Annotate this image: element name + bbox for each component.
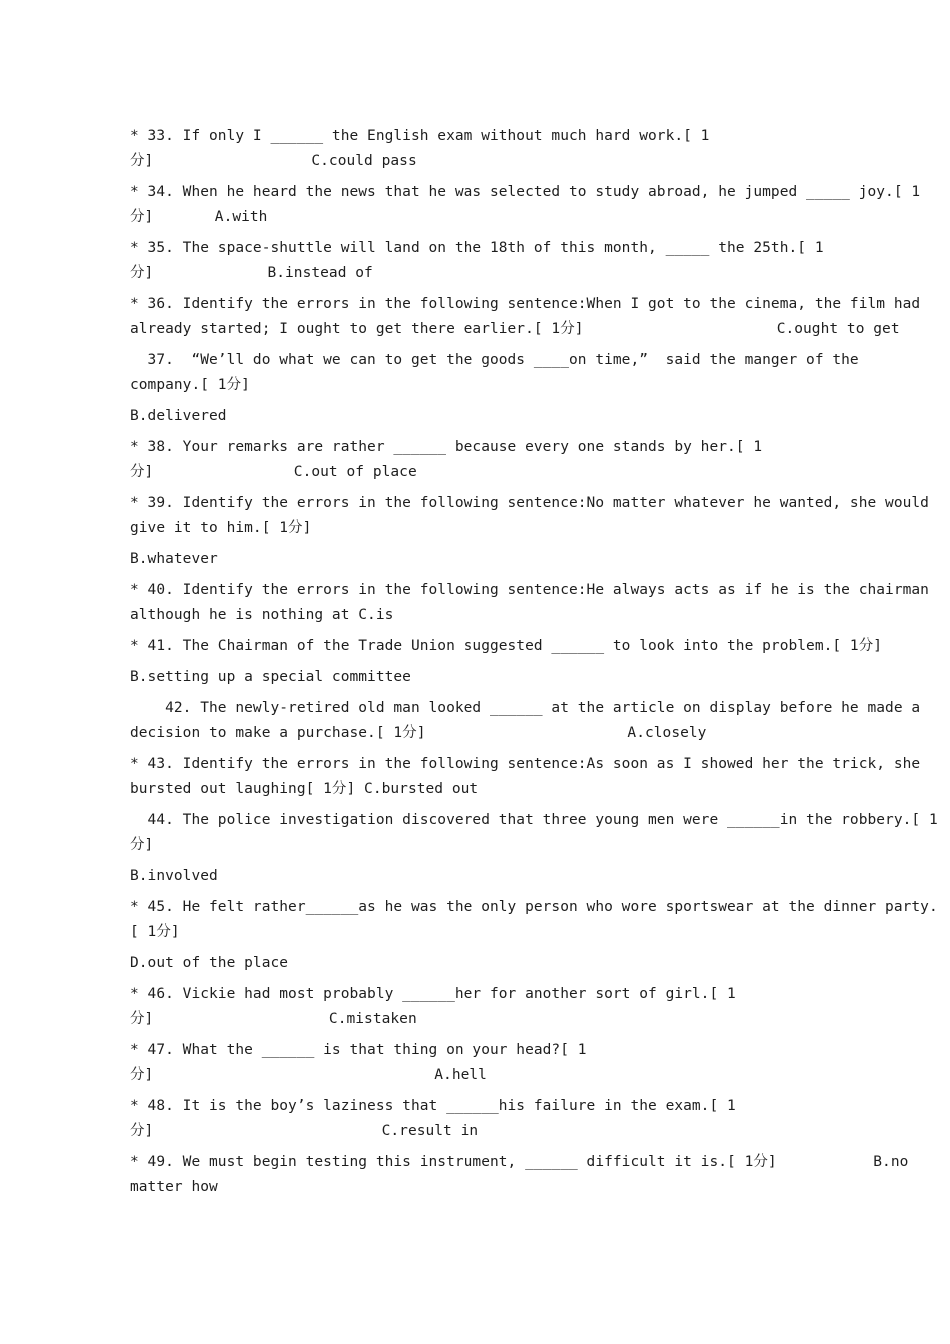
question-48 [130,1094,900,1144]
question-line: B.setting up a special committee [130,669,411,685]
question-line: * 36. Identify the errors in the following sentence:When I got to the cinema, the film had [130,296,921,312]
question-line: * 38. Your remarks are rather ______ because every one stands by her.[ 1 [130,439,763,455]
question-34 [130,180,921,230]
question-line: * 40. Identify the errors in the following sentence:He always acts as if he is the chairman [130,582,929,598]
question-43 [130,752,921,802]
question-line: * 47. What the ______ is that thing on your head?[ 1 [130,1042,587,1058]
question-37-answer [130,404,900,429]
question-40 [130,578,929,628]
paragraph-gap [130,1200,900,1206]
question-38 [130,435,900,485]
question-line: matter how [130,1179,218,1195]
question-49 [130,1150,909,1200]
question-line: 分] C.result in [130,1123,479,1139]
question-line: 分] [130,837,154,853]
question-47 [130,1038,900,1088]
question-line: * 41. The Chairman of the Trade Union suggested ______ to look into the problem.[ 1分] [130,638,883,654]
question-45 [130,895,938,945]
question-line: 42. The newly-retired old man looked ______ at the article on display before he made a [130,700,921,716]
question-37 [130,348,900,398]
question-line: give it to him.[ 1分] [130,520,312,536]
question-39 [130,491,929,541]
question-line: 分] C.mistaken [130,1011,417,1027]
question-35 [130,236,900,286]
question-line: * 39. Identify the errors in the following sentence:No matter whatever he wanted, she would [130,495,929,511]
question-44 [130,808,938,858]
question-line: 分] C.out of place [130,464,417,480]
question-line: * 45. He felt rather______as he was the only person who wore sportswear at the dinner party. [130,899,938,915]
question-39-answer [130,547,900,572]
question-line: 分] A.with [130,209,268,225]
question-45-answer [130,951,900,976]
question-line: company.[ 1分] [130,377,250,393]
question-42 [130,696,921,746]
question-41-answer [130,665,900,690]
question-line: [ 1分] [130,924,180,940]
question-line: D.out of the place [130,955,289,971]
question-line: 44. The police investigation discovered that three young men were ______in the robbery.[ 1 [130,812,938,828]
question-line: * 34. When he heard the news that he was selected to study abroad, he jumped _____ joy.[ 1 [130,184,921,200]
question-line: B.involved [130,868,218,884]
question-line: decision to make a purchase.[ 1分] A.closely [130,725,707,741]
question-line: B.delivered [130,408,227,424]
question-line: * 35. The space-shuttle will land on the 18th of this month, _____ the 25th.[ 1 [130,240,824,256]
question-list [130,124,938,1206]
question-line: * 43. Identify the errors in the following sentence:As soon as I showed her the trick, she [130,756,921,772]
question-line: although he is nothing at C.is [130,607,394,623]
question-line: 37. “We’ll do what we can to get the goods ____on time,” said the manger of the [130,352,859,368]
question-line: * 46. Vickie had most probably ______her for another sort of girl.[ 1 [130,986,736,1002]
question-44-answer [130,864,900,889]
question-line: B.whatever [130,551,218,567]
question-line: * 49. We must begin testing this instrument, ______ difficult it is.[ 1分] B.no [130,1154,909,1170]
question-line: 分] A.hell [130,1067,487,1083]
question-line: 分] C.could pass [130,153,417,169]
question-line: 分] B.instead of [130,265,373,281]
question-46 [130,982,900,1032]
question-41 [130,634,900,659]
question-line: * 48. It is the boy’s laziness that ______his failure in the exam.[ 1 [130,1098,736,1114]
question-36 [130,292,921,342]
question-line: * 33. If only I ______ the English exam without much hard work.[ 1 [130,128,710,144]
question-line: already started; I ought to get there earlier.[ 1分] C.ought to get [130,321,900,337]
question-line: bursted out laughing[ 1分] C.bursted out [130,781,479,797]
question-33 [130,124,900,174]
